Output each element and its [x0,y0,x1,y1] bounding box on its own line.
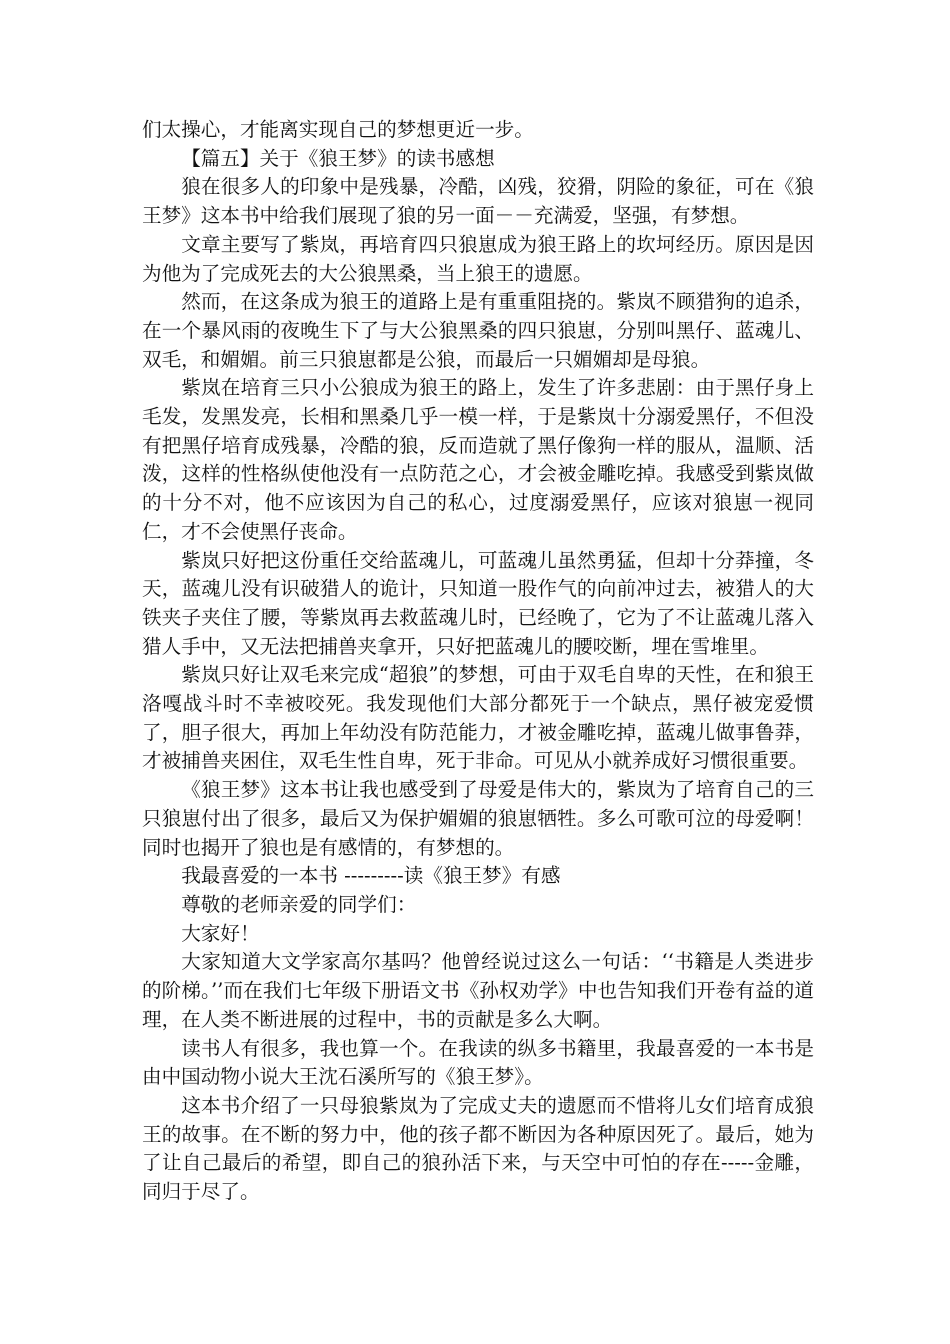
paragraph: 狼在很多人的印象中是残暴，冷酷，凶残，狡猾，阴险的象征，可在《狼王梦》这本书中给我们展现了狼的另一面－－充满爱，坚强，有梦想。 [142,175,814,228]
subheading: 我最喜爱的一本书 ---------读《狼王梦》有感 [181,864,561,888]
paragraph: 《狼王梦》这本书让我也感受到了母爱是伟大的，紫岚为了培育自己的三只狼崽付出了很多，最后又为保护媚媚的狼崽牺牲。多么可歌可泣的母爱啊！同时也揭开了狼也是有感情的，有梦想的。 [142,778,814,859]
paragraph: 紫岚只好让双毛来完成“超狼”的梦想，可由于双毛自卑的天性，在和狼王洛嘎战斗时不幸被咬死。我发现他们大部分都死于一个缺点，黑仔被宠爱惯了，胆子很大，再加上年幼没有防范能力，才被金雕吃掉，蓝魂儿做事鲁莽，才被捕兽夹困住，双毛生性自卑，死于非命。可见从小就养成好习惯很重要。 [142,663,814,773]
paragraph-continuation: 们太操心，才能离实现自己的梦想更近一步。 [142,118,534,141]
salutation: 尊敬的老师亲爱的同学们： [181,892,417,916]
section-heading: 【篇五】关于《狼王梦》的读书感想 [181,146,495,170]
paragraph: 紫岚只好把这份重任交给蓝魂儿，可蓝魂儿虽然勇猛，但却十分莽撞，冬天，蓝魂儿没有识破猎人的诡计，只知道一股作气的向前冲过去，被猎人的大铁夹子夹住了腰，等紫岚再去救蓝魂儿时，已经晚了，它为了不让蓝魂儿落入猎人手中，又无法把捕兽夹拿开，只好把蓝魂儿的腰咬断，埋在雪堆里。 [142,548,814,658]
paragraph: 文章主要写了紫岚，再培育四只狼崽成为狼王路上的坎坷经历。原因是因为他为了完成死去的大公狼黑桑，当上狼王的遗愿。 [142,232,814,285]
paragraph: 这本书介绍了一只母狼紫岚为了完成丈夫的遗愿而不惜将儿女们培育成狼王的故事。在不断的努力中，他的孩子都不断因为各种原因死了。最后，她为了让自己最后的希望，即自己的狼孙活下来，与天空中可怕的存在-----金雕，同归于尽了。 [142,1093,814,1204]
paragraph: 读书人有很多，我也算一个。在我读的纵多书籍里，我最喜爱的一本书是由中国动物小说大王沈石溪所写的《狼王梦》。 [142,1036,814,1089]
document-body [142,116,814,1207]
paragraph: 紫岚在培育三只小公狼成为狼王的路上，发生了许多悲剧：由于黑仔身上毛发，发黑发亮，长相和黑桑几乎一模一样，于是紫岚十分溺爱黑仔，不但没有把黑仔培育成残暴，冷酷的狼，反而造就了黑仔像狗一样的服从，温顺、活泼，这样的性格纵使他没有一点防范之心，才会被金雕吃掉。我感受到紫岚做的十分不对，他不应该因为自己的私心，过度溺爱黑仔，应该对狼崽一视同仁，才不会使黑仔丧命。 [142,376,814,543]
paragraph: 大家知道大文学家高尔基吗？他曾经说过这么一句话：‘‘书籍是人类进步的阶梯。’’而在我们七年级下册语文书《孙权劝学》中也告知我们开卷有益的道理，在人类不断进展的过程中，书的贡献是多么大啊。 [142,950,814,1031]
greeting: 大家好！ [181,921,260,945]
paragraph: 然而，在这条成为狼王的道路上是有重重阻挠的。紫岚不顾猎狗的追杀，在一个暴风雨的夜晚生下了与大公狼黑桑的四只狼崽，分别叫黑仔、蓝魂儿、双毛，和媚媚。前三只狼崽都是公狼，而最后一只媚媚却是母狼。 [142,290,814,371]
